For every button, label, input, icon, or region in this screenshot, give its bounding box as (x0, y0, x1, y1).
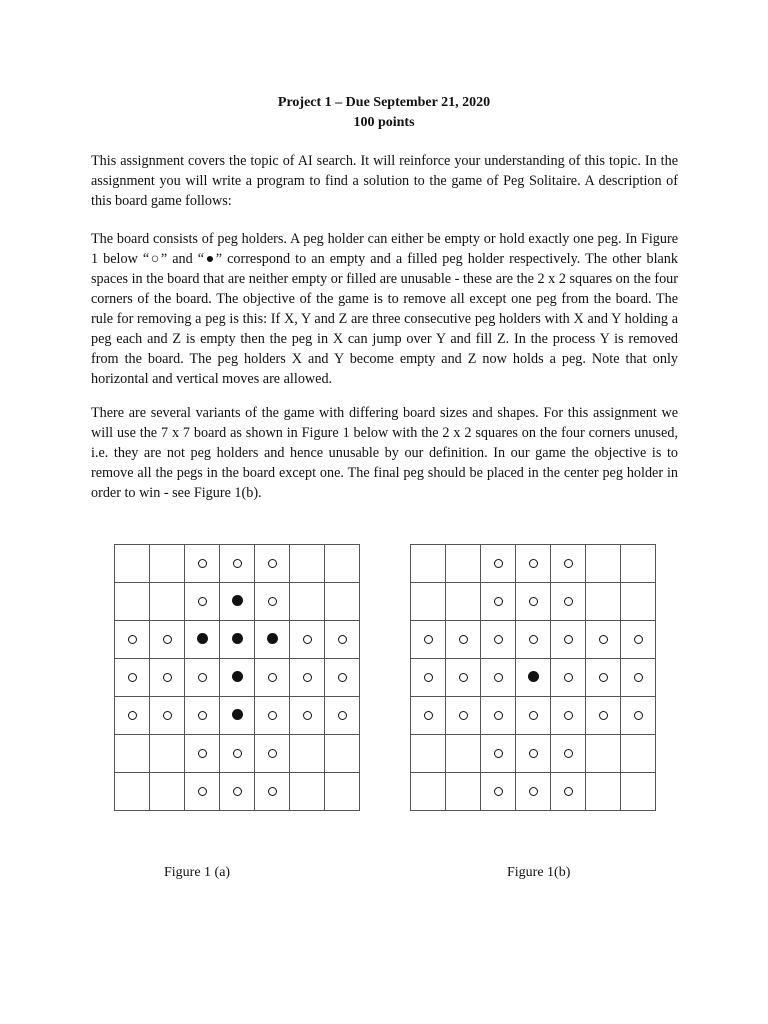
figure-1a-board (114, 544, 360, 811)
peg-holder (551, 735, 586, 773)
unused-cell (411, 773, 446, 811)
unused-cell (586, 583, 621, 621)
peg-holder (290, 697, 325, 735)
empty-peg-icon (198, 597, 207, 606)
project-title: Project 1 – Due September 21, 2020 (277, 95, 491, 110)
peg-holder (325, 659, 360, 697)
empty-peg-icon (494, 749, 503, 758)
peg-holder (481, 735, 516, 773)
empty-peg-icon (564, 559, 573, 568)
unused-cell (621, 735, 656, 773)
empty-peg-icon (128, 711, 137, 720)
peg-holder (220, 621, 255, 659)
peg-holder (255, 773, 290, 811)
empty-peg-icon (494, 635, 503, 644)
unused-cell (446, 735, 481, 773)
peg-holder (516, 659, 551, 697)
peg-holder (185, 545, 220, 583)
unused-cell (150, 545, 185, 583)
rules-paragraph: The board consists of peg holders. A peg holder can either be empty or hold exactly one peg. In Figure 1 below “○” and “●” correspond to an empty and a filled peg holder respectively. The other blank spaces in the board that are neither empty or filled are unusable - these are the 2 x 2 squares on the four corners of the board. The objective of the game is to remove all except one peg from the board. The rule for removing a peg is this: If X, Y and Z are three consecutive peg holders with X and Y holding a peg each and Z is empty then the peg in X can jump over Y and fill Z. In the process Y is removed from the board. The peg holders X and Y become empty and Z now holds a peg. Note that only horizontal and vertical moves are allowed. (91, 231, 678, 387)
peg-holder (411, 621, 446, 659)
empty-peg-icon (459, 673, 468, 682)
peg-holder (290, 621, 325, 659)
peg-holder (446, 621, 481, 659)
peg-holder (255, 621, 290, 659)
empty-peg-icon (634, 635, 643, 644)
empty-peg-icon (163, 711, 172, 720)
peg-holder (446, 659, 481, 697)
empty-peg-icon (163, 635, 172, 644)
peg-holder (551, 583, 586, 621)
unused-cell (446, 545, 481, 583)
empty-peg-icon (564, 711, 573, 720)
empty-peg-icon (564, 673, 573, 682)
peg-holder (516, 583, 551, 621)
empty-peg-icon (424, 635, 433, 644)
board-row (411, 621, 656, 659)
empty-peg-icon (634, 673, 643, 682)
figure-1a-caption: Figure 1 (a) (164, 865, 231, 880)
peg-holder (185, 735, 220, 773)
peg-holder (185, 773, 220, 811)
empty-peg-icon (198, 787, 207, 796)
unused-cell (621, 545, 656, 583)
unused-cell (115, 773, 150, 811)
empty-peg-icon (198, 673, 207, 682)
filled-peg-icon (197, 633, 208, 644)
unused-cell (586, 545, 621, 583)
board-row (411, 583, 656, 621)
empty-peg-icon (198, 559, 207, 568)
empty-peg-icon (128, 635, 137, 644)
peg-holder (516, 735, 551, 773)
peg-holder (551, 545, 586, 583)
filled-peg-icon (232, 709, 243, 720)
empty-peg-icon (564, 787, 573, 796)
empty-peg-icon (459, 635, 468, 644)
peg-holder (115, 697, 150, 735)
filled-peg-icon (232, 595, 243, 606)
peg-holder (115, 621, 150, 659)
empty-peg-icon (634, 711, 643, 720)
peg-holder (621, 621, 656, 659)
board-row (411, 697, 656, 735)
unused-cell (411, 545, 446, 583)
empty-peg-icon (564, 635, 573, 644)
empty-peg-icon (599, 711, 608, 720)
peg-holder (220, 545, 255, 583)
empty-peg-icon (233, 787, 242, 796)
empty-peg-icon (424, 673, 433, 682)
unused-cell (290, 545, 325, 583)
peg-holder (586, 659, 621, 697)
peg-holder (551, 621, 586, 659)
peg-holder (446, 697, 481, 735)
unused-cell (621, 583, 656, 621)
unused-cell (150, 735, 185, 773)
unused-cell (446, 583, 481, 621)
unused-cell (446, 773, 481, 811)
empty-peg-icon (198, 749, 207, 758)
unused-cell (325, 735, 360, 773)
unused-cell (290, 583, 325, 621)
peg-holder (150, 659, 185, 697)
unused-cell (411, 735, 446, 773)
unused-cell (150, 583, 185, 621)
peg-holder (551, 697, 586, 735)
empty-peg-icon (268, 749, 277, 758)
empty-peg-icon (424, 711, 433, 720)
empty-peg-icon (303, 711, 312, 720)
figure-1b-caption: Figure 1(b) (507, 865, 571, 880)
peg-holder (516, 545, 551, 583)
variant-paragraph: There are several variants of the game with differing board sizes and shapes. For this assignment we will use the 7 x 7 board as shown in Figure 1 below with the 2 x 2 squares on the four corners unused, i.e. they are not peg holders and hence unusable by our definition. In our game the objective is to remove all the pegs in the board except one. The final peg should be placed in the center peg holder in order to win - see Figure 1(b). (91, 405, 678, 501)
peg-holder (481, 545, 516, 583)
empty-peg-icon (303, 635, 312, 644)
board-row (115, 583, 360, 621)
board-row (115, 773, 360, 811)
unused-cell (115, 583, 150, 621)
peg-holder (481, 583, 516, 621)
peg-holder (220, 697, 255, 735)
empty-peg-icon (338, 711, 347, 720)
empty-peg-icon (268, 787, 277, 796)
points-label: 100 points (353, 115, 415, 130)
peg-holder (325, 621, 360, 659)
peg-holder (185, 697, 220, 735)
empty-peg-icon (494, 787, 503, 796)
peg-holder (220, 773, 255, 811)
peg-holder (220, 735, 255, 773)
empty-peg-icon (338, 673, 347, 682)
peg-holder (150, 697, 185, 735)
board-row (411, 735, 656, 773)
empty-peg-icon (268, 673, 277, 682)
peg-holder (481, 697, 516, 735)
peg-holder (621, 659, 656, 697)
peg-holder (621, 697, 656, 735)
unused-cell (290, 773, 325, 811)
board-row (115, 697, 360, 735)
peg-holder (481, 773, 516, 811)
board-row (411, 773, 656, 811)
empty-peg-icon (494, 673, 503, 682)
empty-peg-icon (268, 711, 277, 720)
peg-holder (551, 773, 586, 811)
board-row (115, 659, 360, 697)
empty-peg-icon (529, 635, 538, 644)
unused-cell (586, 773, 621, 811)
unused-cell (325, 545, 360, 583)
unused-cell (411, 583, 446, 621)
empty-peg-icon (529, 749, 538, 758)
empty-peg-icon (529, 559, 538, 568)
board-row (115, 621, 360, 659)
peg-holder (586, 697, 621, 735)
empty-peg-icon (599, 673, 608, 682)
unused-cell (586, 735, 621, 773)
peg-holder (290, 659, 325, 697)
board-row (115, 735, 360, 773)
empty-peg-icon (233, 559, 242, 568)
peg-holder (481, 659, 516, 697)
peg-holder (586, 621, 621, 659)
empty-peg-icon (459, 711, 468, 720)
peg-holder (255, 697, 290, 735)
unused-cell (115, 735, 150, 773)
peg-holder (150, 621, 185, 659)
empty-peg-icon (529, 711, 538, 720)
figure-1b-board (410, 544, 656, 811)
empty-peg-icon (128, 673, 137, 682)
intro-paragraph: This assignment covers the topic of AI search. It will reinforce your understanding of this topic. In the assignment you will write a program to find a solution to the game of Peg Solitaire. A description of this board game follows: (91, 153, 678, 209)
empty-peg-icon (564, 597, 573, 606)
peg-holder (185, 659, 220, 697)
peg-holder (551, 659, 586, 697)
peg-holder (516, 697, 551, 735)
empty-peg-icon (599, 635, 608, 644)
empty-peg-icon (494, 711, 503, 720)
unused-cell (150, 773, 185, 811)
filled-peg-icon (267, 633, 278, 644)
peg-holder (325, 697, 360, 735)
unused-cell (621, 773, 656, 811)
empty-peg-icon (268, 597, 277, 606)
peg-holder (516, 773, 551, 811)
filled-peg-icon (232, 671, 243, 682)
peg-holder (516, 621, 551, 659)
empty-peg-icon (529, 597, 538, 606)
empty-peg-icon (233, 749, 242, 758)
unused-cell (115, 545, 150, 583)
peg-holder (185, 583, 220, 621)
unused-cell (325, 773, 360, 811)
board-row (411, 545, 656, 583)
empty-peg-icon (529, 787, 538, 796)
peg-holder (115, 659, 150, 697)
peg-holder (255, 583, 290, 621)
peg-holder (185, 621, 220, 659)
board-row (411, 659, 656, 697)
unused-cell (290, 735, 325, 773)
empty-peg-icon (564, 749, 573, 758)
peg-holder (481, 621, 516, 659)
empty-peg-icon (198, 711, 207, 720)
peg-holder (411, 659, 446, 697)
peg-holder (220, 659, 255, 697)
empty-peg-icon (303, 673, 312, 682)
peg-holder (255, 545, 290, 583)
peg-holder (255, 735, 290, 773)
unused-cell (325, 583, 360, 621)
board-row (115, 545, 360, 583)
peg-holder (411, 697, 446, 735)
filled-peg-icon (232, 633, 243, 644)
filled-peg-icon (528, 671, 539, 682)
empty-peg-icon (163, 673, 172, 682)
empty-peg-icon (494, 597, 503, 606)
empty-peg-icon (268, 559, 277, 568)
empty-peg-icon (338, 635, 347, 644)
empty-peg-icon (494, 559, 503, 568)
peg-holder (255, 659, 290, 697)
peg-holder (220, 583, 255, 621)
